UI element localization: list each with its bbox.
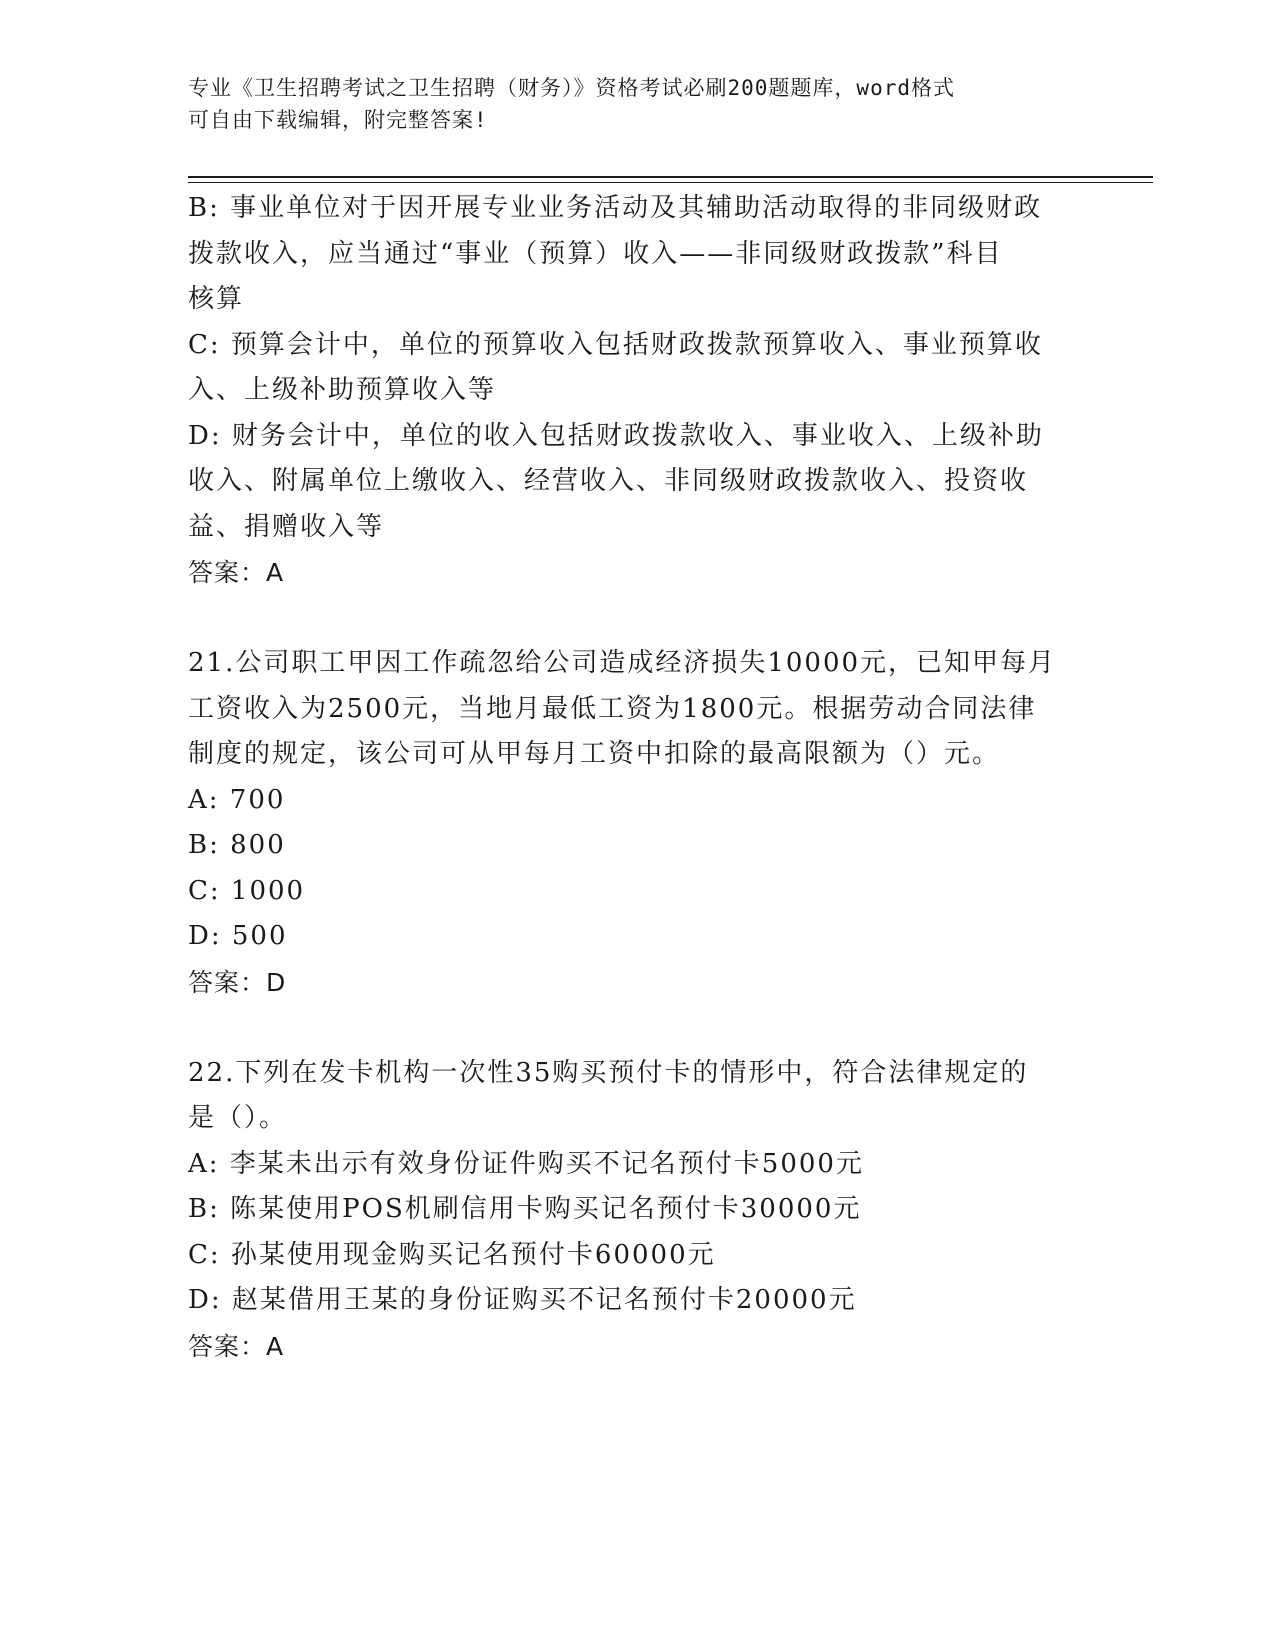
question-21-option-b: B: 800 — [188, 830, 286, 860]
header-title-line-2: 可自由下载编辑，附完整答案! — [188, 108, 488, 132]
question-22-option-d: D: 赵某借用王某的身份证购买不记名预付卡20000元 — [188, 1285, 857, 1315]
stem-text-line: 21.公司职工甲因工作疏忽给公司造成经济损失10000元，已知甲每月 — [188, 648, 1057, 678]
question-22-option-b: B: 陈某使用POS机刷信用卡购买记名预付卡30000元 — [188, 1194, 862, 1224]
question-20-option-d — [188, 414, 1088, 551]
option-text-line: 入、上级补助预算收入等 — [188, 375, 497, 405]
question-22-option-a: A: 李某未出示有效身份证件购买不记名预付卡5000元 — [188, 1148, 864, 1179]
option-text-line: D: 财务会计中，单位的收入包括财政拨款收入、事业收入、上级补助 — [188, 420, 1044, 451]
option-text-line: C: 预算会计中，单位的预算收入包括财政拨款预算收入、事业预算收 — [188, 329, 1043, 360]
header-divider-thin — [188, 182, 1153, 183]
question-spacer — [188, 596, 1088, 642]
question-22-stem — [188, 1051, 1088, 1142]
question-21-stem — [188, 641, 1088, 778]
question-22-option-c: C: 孙某使用现金购买记名预付卡60000元 — [188, 1239, 716, 1270]
question-20-option-c — [188, 323, 1088, 414]
stem-text-line: 工资收入为2500元，当地月最低工资为1800元。根据劳动合同法律 — [188, 693, 1037, 724]
option-text-line: 拨款收入，应当通过“事业（预算）收入——非同级财政拨款”科目 — [188, 238, 1003, 269]
question-22-answer: 答案：A — [188, 1331, 285, 1361]
question-21-option-a: A: 700 — [188, 784, 286, 815]
option-text-line: 益、捐赠收入等 — [188, 511, 385, 542]
header-divider-thick — [188, 176, 1153, 178]
stem-text-line: 制度的规定，该公司可从甲每月工资中扣除的最高限额为（）元。 — [188, 739, 1001, 769]
question-21-option-d: D: 500 — [188, 921, 288, 951]
question-spacer — [188, 1005, 1088, 1051]
question-20-option-b — [188, 186, 1088, 323]
question-21-answer: 答案：D — [188, 967, 287, 997]
header-title-line-1: 专业《卫生招聘考试之卫生招聘（财务）》资格考试必刷200题题库，word格式 — [188, 76, 955, 100]
question-content — [188, 186, 1088, 1369]
question-21-option-c: C: 1000 — [188, 875, 306, 906]
option-text-line: 收入、附属单位上缴收入、经营收入、非同级财政拨款收入、投资收 — [188, 466, 1029, 496]
question-20-answer: 答案：A — [188, 558, 285, 587]
stem-text-line: 是（）。 — [188, 1103, 288, 1133]
stem-text-line: 22.下列在发卡机构一次性35购买预付卡的情形中，符合法律规定的 — [188, 1057, 1029, 1088]
option-text-line: B: 事业单位对于因开展专业业务活动及其辅助活动取得的非同级财政 — [188, 193, 1043, 223]
document-header — [188, 72, 1068, 136]
option-text-line: 核算 — [188, 284, 245, 314]
